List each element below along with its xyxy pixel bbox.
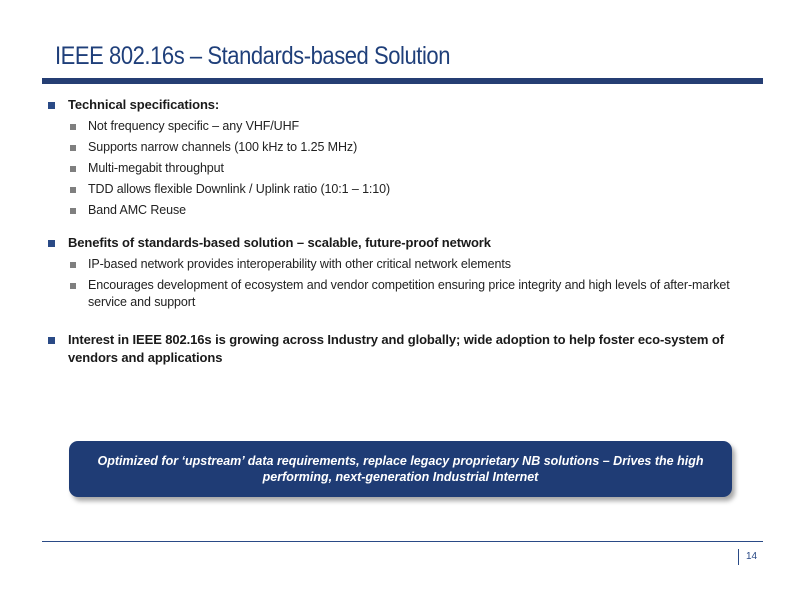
list-item bbox=[48, 277, 760, 311]
section-heading: Technical specifications: bbox=[68, 97, 220, 112]
sub-bullet-square-icon bbox=[70, 283, 76, 289]
page-number-separator bbox=[738, 549, 739, 565]
list-item bbox=[48, 256, 760, 273]
list-item-text: Supports narrow channels (100 kHz to 1.25 MHz) bbox=[88, 140, 358, 154]
list-item-text: IP-based network provides interoperability with other critical network elements bbox=[88, 257, 511, 271]
sub-bullet-square-icon bbox=[70, 187, 76, 193]
footer-divider bbox=[42, 541, 763, 542]
bullet-square-icon bbox=[48, 337, 55, 344]
list-item bbox=[48, 202, 760, 219]
list-item-text: TDD allows flexible Downlink / Uplink ratio (10:1 – 1:10) bbox=[88, 182, 391, 196]
sub-bullet-square-icon bbox=[70, 166, 76, 172]
bullet-square-icon bbox=[48, 102, 55, 109]
list-item bbox=[48, 118, 760, 135]
list-item bbox=[48, 160, 760, 177]
list-item-text: Band AMC Reuse bbox=[88, 203, 186, 217]
sub-bullet-square-icon bbox=[70, 124, 76, 130]
section-interest bbox=[48, 331, 760, 367]
section-heading: Interest in IEEE 802.16s is growing across Industry and globally; wide adoption to help foster eco-system of vendors and applications bbox=[68, 332, 724, 365]
page-number: 14 bbox=[746, 551, 758, 562]
sub-bullet-square-icon bbox=[70, 262, 76, 268]
sub-bullet-square-icon bbox=[70, 145, 76, 151]
list-item bbox=[48, 139, 760, 156]
list-item-text: Multi-megabit throughput bbox=[88, 161, 224, 175]
callout-banner bbox=[69, 441, 732, 497]
callout-text: Optimized for ‘upstream’ data requirements, replace legacy proprietary NB solutions – Drives the high performing, next-generation Industrial Internet bbox=[97, 454, 704, 484]
sub-bullet-square-icon bbox=[70, 208, 76, 214]
list-item-text: Encourages development of ecosystem and vendor competition ensuring price integrity and high levels of after-market service and support bbox=[88, 278, 730, 309]
section-benefits bbox=[48, 234, 760, 311]
title-underline bbox=[42, 78, 763, 84]
sub-bullet-list bbox=[48, 118, 760, 219]
slide-content bbox=[48, 96, 760, 367]
list-item bbox=[48, 181, 760, 198]
slide-title: IEEE 802.16s – Standards-based Solution bbox=[55, 42, 451, 70]
bullet-square-icon bbox=[48, 240, 55, 247]
section-technical-specifications bbox=[48, 96, 760, 219]
section-heading: Benefits of standards-based solution – scalable, future-proof network bbox=[68, 235, 491, 250]
sub-bullet-list bbox=[48, 256, 760, 311]
list-item-text: Not frequency specific – any VHF/UHF bbox=[88, 119, 300, 133]
